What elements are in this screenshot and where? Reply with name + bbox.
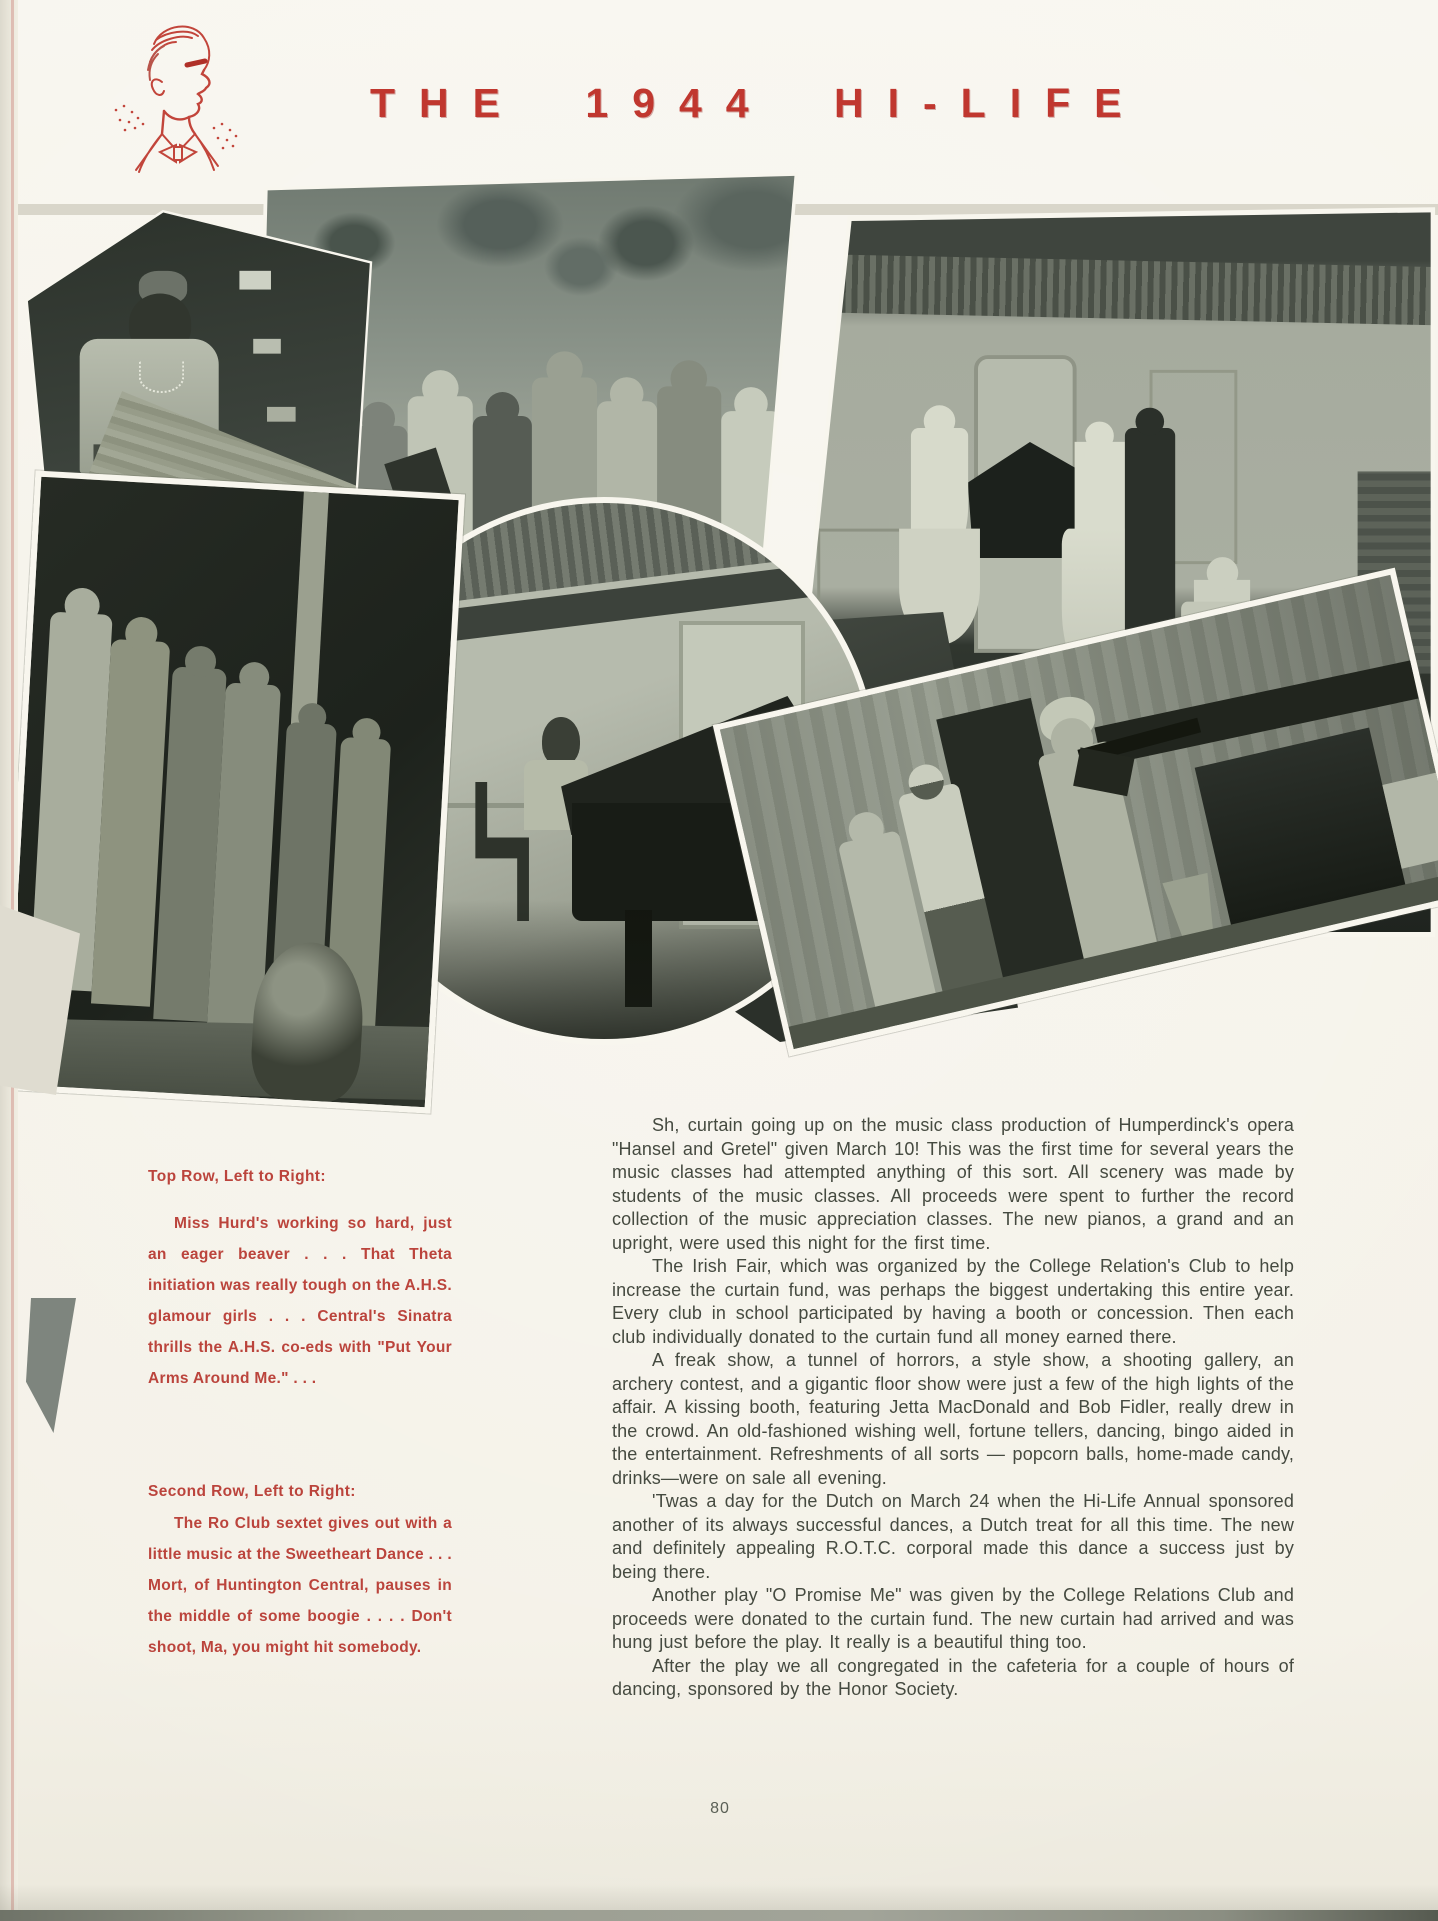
sextet-photo [1,470,465,1113]
article-paragraph: Sh, curtain going up on the music class production of Humperdinck's opera "Hansel and Gretel" given March 10! This was the first time for several years the music classes had attempted anything of this sort. All scenery was made by students of the music classes. All proceeds were spent to further the record collection of the music appreciation classes. The new pianos, a grand and an upright, were used this night for the first time. [612,1115,1294,1253]
article-paragraph: After the play we all congregated in the cafeteria for a couple of hours of dancing, sponsored by the Honor Society. [612,1655,1294,1699]
cabinet-handle [254,339,282,354]
top-row-caption-text: Miss Hurd's working so hard, just an eager beaver . . . That Theta initiation was really tough on the A.H.S. glamour girls . . . Central's Sinatra thrills the A.H.S. co-eds with "Put Your Arms Around Me." . . . [148,1215,452,1387]
article-paragraph: A freak show, a tunnel of horrors, a style show, a shooting gallery, an archery contest, and a gigantic floor show were just a few of the high lights of the affair. A kissing booth, featuring Jetta MacDonald and Bob Fidler, really drew in the crowd. An old-fashioned wishing well, fortune tellers, dancing, bingo aided in the entertainment. Refreshments of all sorts — popcorn balls, home-made candy, drinks—were on sale all evening. [612,1350,1294,1488]
hi-life-mascot-logo [92,10,252,178]
stage-floor [7,1018,429,1100]
page-title: THE 1944 HI-LIFE [370,80,1146,126]
pianist-girl-head [542,717,580,765]
photo-captions-column [148,1168,452,1788]
top-row-caption-heading: Top Row, Left to Right: [148,1168,326,1185]
cabinet-handle [267,407,295,422]
cabinet-handle [240,271,271,290]
scan-artifact-wedge [26,1298,76,1433]
article-paragraph: Another play "O Promise Me" was given by the College Relations Club and proceeds were donated to the curtain fund. The new curtain had arrived and was hung just before the play. It really is a beautiful thing too. [612,1585,1294,1652]
scan-bottom-shadow [0,1884,1438,1910]
article-paragraph: The Irish Fair, which was organized by the College Relation's Club to help increase the curtain fund, was perhaps the biggest undertaking this entire year. Every club in school participated by having a booth or concession. Then each club individually donated to the curtain fund all money earned there. [612,1256,1294,1347]
brick-grill-band [804,254,1432,325]
stipple-dots-right [213,123,238,150]
stipple-dots-left [115,105,145,132]
page-number: 80 [710,1800,730,1817]
article-body-column [612,1114,1294,1702]
second-row-caption-text: The Ro Club sextet gives out with a little music at the Sweetheart Dance . . . Mort, of Huntington Central, pauses in the middle of some boogie . . . . Don't shoot, Ma, you might hit somebody. [148,1515,452,1656]
scan-bottom-edge [0,1910,1438,1921]
article-paragraph: 'Twas a day for the Dutch on March 24 when the Hi-Life Annual sponsored another of its always successful dances, a Dutch treat for all this time. The new and definitely appealing R.O.T.C. corporal made this dance a success just by being there. [612,1491,1294,1582]
second-row-caption-heading: Second Row, Left to Right: [148,1483,356,1500]
